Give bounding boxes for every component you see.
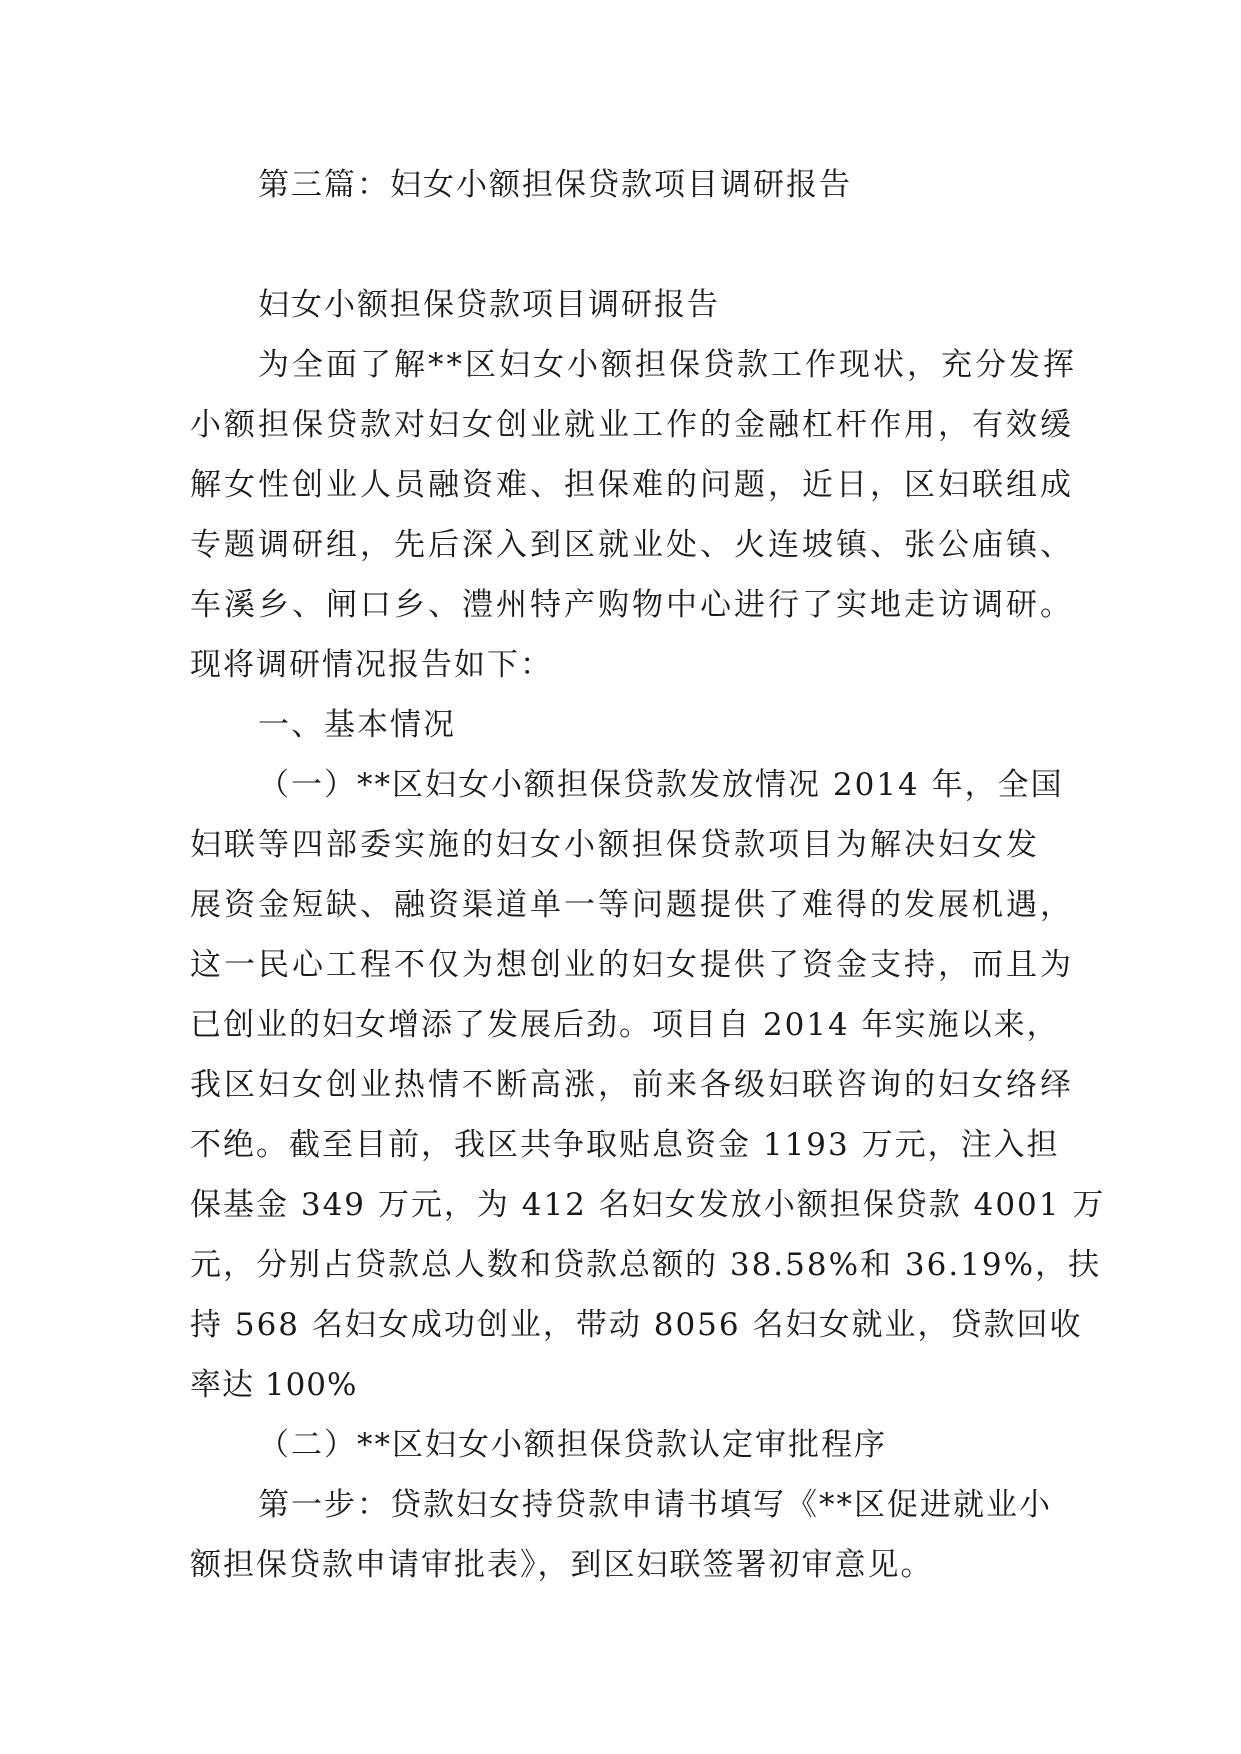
- paragraph-line: 展资金短缺、融资渠道单一等问题提供了难得的发展机遇，: [190, 887, 1074, 923]
- paragraph-line: 妇联等四部委实施的妇女小额担保贷款项目为解决妇女发: [190, 827, 1040, 863]
- paragraph-line: 专题调研组，先后深入到区就业处、火连坡镇、张公庙镇、: [190, 527, 1074, 563]
- paragraph-line: 持 568 名妇女成功创业，带动 8056 名妇女就业，贷款回收: [190, 1307, 1083, 1343]
- paragraph-line: 我区妇女创业热情不断高涨，前来各级妇联咨询的妇女络绎: [190, 1067, 1074, 1103]
- paragraph-line: 额担保贷款申请审批表》，到区妇联签署初审意见。: [190, 1547, 934, 1583]
- paragraph-line: 率达 100%: [190, 1367, 358, 1403]
- paragraph-line: 第一步：贷款妇女持贷款申请书填写《**区促进就业小: [258, 1487, 1052, 1523]
- paragraph-line: 已创业的妇女增添了发展后劲。项目自 2014 年实施以来，: [190, 1007, 1060, 1043]
- paragraph-line: 保基金 349 万元，为 412 名妇女发放小额担保贷款 4001 万: [190, 1187, 1106, 1223]
- document-title: 第三篇：妇女小额担保贷款项目调研报告: [258, 167, 852, 203]
- subsection-heading: （一）**区妇女小额担保贷款发放情况 2014 年，全国: [258, 767, 1064, 803]
- paragraph-line: 元，分别占贷款总人数和贷款总额的 38.58%和 36.19%，扶: [190, 1247, 1102, 1283]
- document-subtitle: 妇女小额担保贷款项目调研报告: [258, 287, 720, 323]
- paragraph-line: 不绝。截至目前，我区共争取贴息资金 1193 万元，注入担: [190, 1127, 1060, 1163]
- paragraph-line: 车溪乡、闸口乡、澧州特产购物中心进行了实地走访调研。: [190, 587, 1074, 623]
- paragraph-line: 为全面了解**区妇女小额担保贷款工作现状，充分发挥: [258, 347, 1077, 383]
- section-heading: 一、基本情况: [258, 707, 456, 743]
- paragraph-line: 解女性创业人员融资难、担保难的问题，近日，区妇联组成: [190, 467, 1074, 503]
- subsection-heading: （二）**区妇女小额担保贷款认定审批程序: [258, 1427, 887, 1463]
- paragraph-line: 这一民心工程不仅为想创业的妇女提供了资金支持，而且为: [190, 947, 1074, 983]
- paragraph-line: 小额担保贷款对妇女创业就业工作的金融杠杆作用，有效缓: [190, 407, 1074, 443]
- paragraph-line: 现将调研情况报告如下：: [190, 647, 553, 683]
